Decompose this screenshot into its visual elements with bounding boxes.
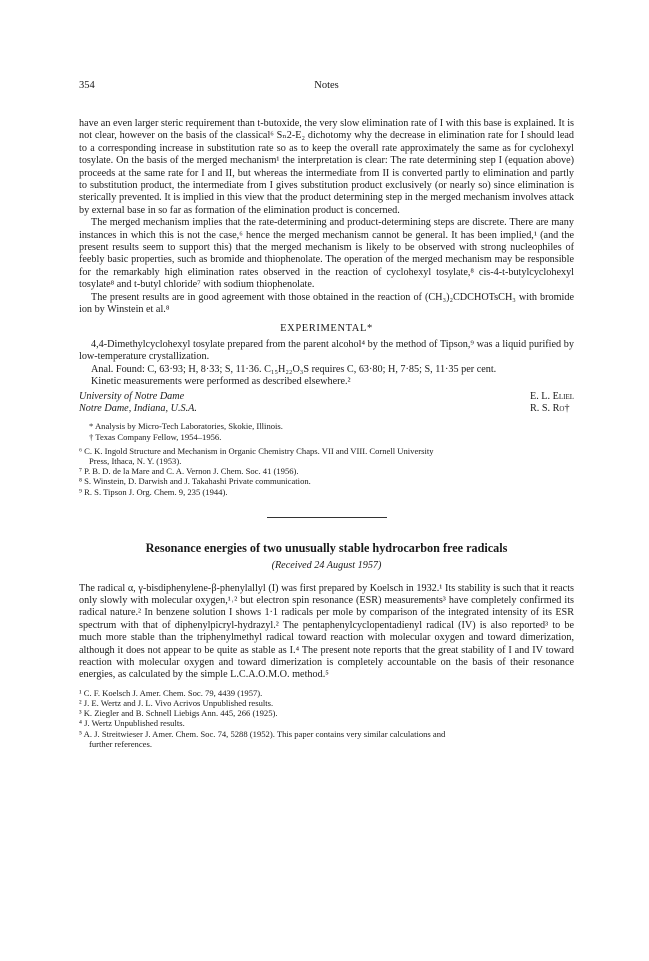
footnote-line: ² J. E. Wertz and J. L. Vivo Acrivos Unpublished results. (79, 698, 274, 709)
page-body (79, 118, 574, 749)
affiliation-block (79, 391, 574, 416)
footnotes-second-article (79, 688, 574, 749)
footnote-line: further references. (89, 738, 152, 749)
experimental-paragraph-1: 4,4-Dimethylcyclohexyl tosylate prepared from the parent alcohol⁴ by the method of Tipson,⁹ was a liquid purified by low-temperature crystallization. (79, 338, 574, 363)
note-dagger: † Texas Company Fellow, 1954–1956. (89, 431, 222, 442)
analysis-notes (79, 421, 574, 441)
university-location: Notre Dame, Indiana, U.S.A. (79, 402, 197, 414)
institution (79, 391, 197, 416)
section-divider (267, 517, 387, 518)
note-star: * Analysis by Micro-Tech Laboratories, Skokie, Illinois. (89, 421, 283, 432)
experimental-heading: EXPERIMENTAL* (280, 322, 373, 334)
author-2: R. S. Ro† (529, 402, 570, 414)
experimental-paragraph-3: Kinetic measurements were performed as described elsewhere.² (91, 376, 351, 388)
footnote-line: ⁹ R. S. Tipson J. Org. Chem. 9, 235 (1944). (79, 486, 228, 497)
footnote-line: ⁶ C. K. Ingold Structure and Mechanism in Organic Chemistry Chaps. VII and VIII. Cornell University (79, 445, 434, 456)
experimental-analysis: Anal. Found: C, 63·93; H, 8·33; S, 11·36. C₁₅H₂₂O₃S requires C, 63·80; H, 7·85; S, 11·35 per cent. (91, 363, 497, 375)
footnote-line: Press, Ithaca, N. Y. (1953). (89, 455, 182, 466)
received-date: (Received 24 August 1957) (271, 560, 382, 572)
footnote-line: ⁷ P. B. D. de la Mare and C. A. Vernon J. Chem. Soc. 41 (1956). (79, 466, 299, 477)
footnote-line: ¹ C. F. Koelsch J. Amer. Chem. Soc. 79, 4439 (1957). (79, 687, 263, 698)
page-number: 354 (79, 80, 95, 91)
author-1: E. L. Eliel (529, 390, 574, 402)
article-title: Resonance energies of two unusually stable hydrocarbon free radicals (145, 540, 508, 555)
university-name: University of Notre Dame (79, 390, 185, 402)
authors (530, 391, 574, 416)
footnotes-first-article (79, 446, 574, 497)
footnote-line: ³ K. Ziegler and B. Schnell Liebigs Ann. 445, 266 (1925). (79, 708, 278, 719)
paragraph-3: The present results are in good agreement with those obtained in the reaction of (CH₃)₂CDCHOTsCH₃ with bromide ion by Winstein et al.⁸ (79, 291, 574, 316)
paragraph-1: have an even larger steric requirement than t-butoxide, the very slow elimination rate of I with this base is explained. It is not clear, however on the basis of the classical⁶ Sₙ2-E₂ dichotomy why the decrease in elimination rate for I should lead to a corresponding increase in substitution rate so as to keep the overall rate approximately the same as for cyclohexyl tosylate. On the basis of the merged mechanism¹ the interpretation is clear: The rate determining step I (equation above) proceeds at the same rate for I and II, but whereas the intermediate from II is converted partly to elimination and partly to substitution product, the intermediate from I gives substitution product exclusively (or nearly so) since elimination is sterically prevented. It is implied in this view that the product determining step in the merged mechanism involves attack by external base in so far as formation of the elimination product is concerned. (79, 118, 574, 216)
footnote-line: ⁸ S. Winstein, D. Darwish and J. Takahashi Private communication. (79, 476, 311, 487)
page-header (79, 80, 574, 96)
running-title: Notes (314, 80, 339, 91)
footnote-line: ⁴ J. Wertz Unpublished results. (79, 718, 185, 729)
footnote-line: ⁵ A. J. Streitwieser J. Amer. Chem. Soc. 74, 5288 (1952). This paper contains very similar calculations and (79, 728, 446, 739)
paragraph-2: The merged mechanism implies that the rate-determining and product-determining steps are discrete. There are many instances in which this is not the case,⁶ hence the merged mechanism cannot be general. It has been implied,¹ (and the present results seem to support this) that the merged mechanism is likely to be observed with strong nucleophiles of feebly basic properties, such as bromide and thiophenolate. The operation of the merged mechanism may be responsible for the remarkably high elimination rates observed in the reaction of cyclohexyl tosylate,⁸ cis-4-t-butylcyclohexyl tosylate⁸ and t-butyl chloride⁷ with sodium thiophenolate. (79, 217, 574, 291)
article-paragraph: The radical α, γ-bisdiphenylene-β-phenylallyl (I) was first prepared by Koelsch in 1932.¹ Its stability is such that it reacts only slowly with molecular oxygen,¹˒² but electron spin resonance (ESR) measurements³ have completely confirmed its radical nature.² In benzene solution I shows 1·1 radicals per mole by comparison of the integrated intensity of its ESR spectrum with that of diphenylpicryl-hydrazyl.² The pentaphenylcyclopentadienyl radical (IV) is also reported³ to be much more stable than the triphenylmethyl radical toward reaction with molecular oxygen and toward dimerization, although it does not appear to be quite as stable as I.⁴ The present note reports that the great stability of I and IV toward reaction with molecular oxygen and toward dimerization is completely accountable on the basis of their resonance energies, as calculated by the simple L.C.A.O.M.O. method.⁵ (79, 582, 574, 681)
